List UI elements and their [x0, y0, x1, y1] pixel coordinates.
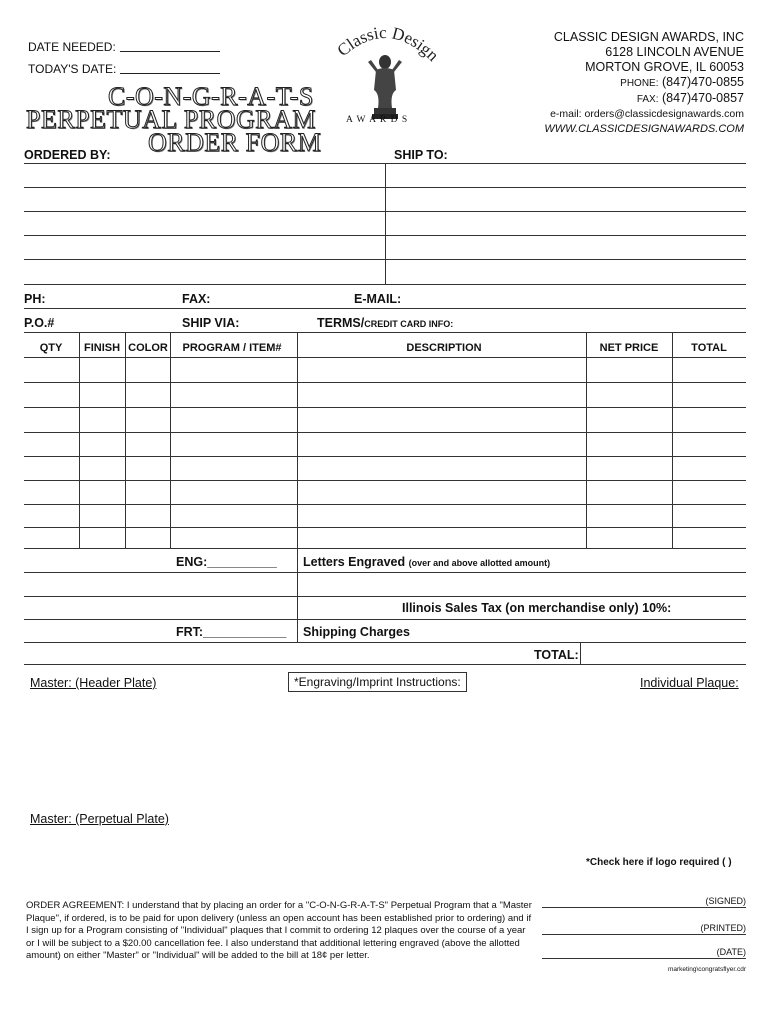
company-fax: FAX: (847)470-0857: [636, 91, 744, 105]
col-net-price: NET PRICE: [599, 342, 659, 354]
title-line2: PERPETUAL PROGRAM: [26, 105, 316, 134]
master-perpetual-plate-label: Master: (Perpetual Plate): [30, 812, 169, 826]
company-email[interactable]: e-mail: orders@classicdesignawards.com: [550, 108, 744, 120]
col-total: TOTAL: [691, 342, 727, 354]
classic-design-logo: [330, 18, 440, 130]
letters-engraved-label: Letters Engraved (over and above allotted amount): [303, 555, 551, 569]
total-label: TOTAL:: [534, 648, 579, 662]
table-row[interactable]: [24, 548, 746, 549]
table-row[interactable]: [24, 382, 746, 383]
ph-label: PH:: [24, 292, 46, 306]
ship-via-label: SHIP VIA:: [182, 316, 240, 330]
logo-arc-text: Classic Desig: [333, 22, 436, 61]
trophy-figure-icon: [330, 18, 440, 130]
printed-name-line[interactable]: [542, 934, 746, 935]
date-needed-field[interactable]: [120, 40, 220, 52]
address-line[interactable]: [24, 235, 746, 236]
ship-to-label: SHIP TO:: [394, 148, 448, 162]
table-row[interactable]: [24, 432, 746, 433]
date-line[interactable]: [542, 958, 746, 959]
individual-plaque-label: Individual Plaque:: [640, 676, 739, 690]
eng-label[interactable]: ENG:__________: [176, 555, 277, 569]
printed-label: (PRINTED): [700, 923, 746, 933]
master-header-plate-label: Master: (Header Plate): [30, 676, 157, 690]
table-row[interactable]: [24, 480, 746, 481]
contact-line[interactable]: [24, 308, 746, 309]
date-needed-label: DATE NEEDED:: [28, 40, 116, 54]
title-line1: C-O-N-G-R-A-T-S: [108, 82, 314, 111]
sales-tax-label: Illinois Sales Tax (on merchandise only) 10%:: [402, 601, 672, 615]
company-city: MORTON GROVE, IL 60053: [585, 60, 744, 74]
po-line[interactable]: [24, 332, 746, 333]
email-label: E-MAIL:: [354, 292, 402, 306]
address-line[interactable]: [24, 187, 746, 188]
col-color: COLOR: [128, 342, 168, 354]
table-row[interactable]: [24, 407, 746, 408]
ordered-by-label: ORDERED BY:: [24, 148, 111, 162]
fax-label: FAX:: [182, 292, 211, 306]
shipping-charges-label: Shipping Charges: [303, 625, 410, 639]
po-label: P.O.#: [24, 316, 55, 330]
order-agreement-text: ORDER AGREEMENT: I understand that by placing an order for a "C-O-N-G-R-A-T-S" Perpetual Program that a "Master Plaque", if ordered, is to be paid for upon delivery (unless an open account has been established prior to ordering) and if I sign up for a Program consisting of "Individual" plaques that I commit to ordering 12 plaques over the course of a year or I will be subject to a $20.00 cancellation fee. I also understand that additional lettering engraved (above the allotted amount) on either "Master" or "Individual" will be added to the bill at 18¢ per letter.: [26, 900, 532, 961]
todays-date-label: TODAY'S DATE:: [28, 62, 117, 76]
signed-label: (SIGNED): [705, 896, 746, 906]
col-program-item: PROGRAM / ITEM#: [182, 342, 282, 354]
company-phone: PHONE: (847)470-0855: [620, 75, 744, 89]
frt-label[interactable]: FRT:____________: [176, 625, 287, 639]
address-line[interactable]: [24, 259, 746, 260]
address-line[interactable]: [24, 211, 746, 212]
company-name: CLASSIC DESIGN AWARDS, INC: [553, 30, 744, 44]
todays-date-field[interactable]: [120, 62, 220, 74]
logo-awards-text: A W A R D S: [346, 115, 409, 125]
company-info: [484, 30, 744, 137]
logo-required-checkbox[interactable]: *Check here if logo required ( ): [586, 857, 732, 868]
engraving-instructions-box: *Engraving/Imprint Instructions:: [288, 672, 467, 692]
table-row[interactable]: [24, 456, 746, 457]
date-label: (DATE): [716, 947, 746, 957]
address-line[interactable]: [24, 284, 746, 285]
signature-line[interactable]: [542, 907, 746, 908]
company-website[interactable]: WWW.CLASSICDESIGNAWARDS.COM: [544, 123, 744, 135]
company-street: 6128 LINCOLN AVENUE: [605, 45, 744, 59]
table-row[interactable]: [24, 504, 746, 505]
footer-file-code: marketing\congratsflyer.cdr: [667, 966, 746, 973]
terms-label: TERMS/CREDIT CARD INFO:: [317, 316, 454, 330]
col-qty: QTY: [39, 342, 63, 354]
table-row[interactable]: [24, 527, 746, 528]
table-row[interactable]: [24, 357, 746, 358]
col-description: DESCRIPTION: [406, 342, 482, 354]
title-line3: ORDER FORM: [148, 128, 322, 157]
col-finish: FINISH: [83, 342, 121, 354]
